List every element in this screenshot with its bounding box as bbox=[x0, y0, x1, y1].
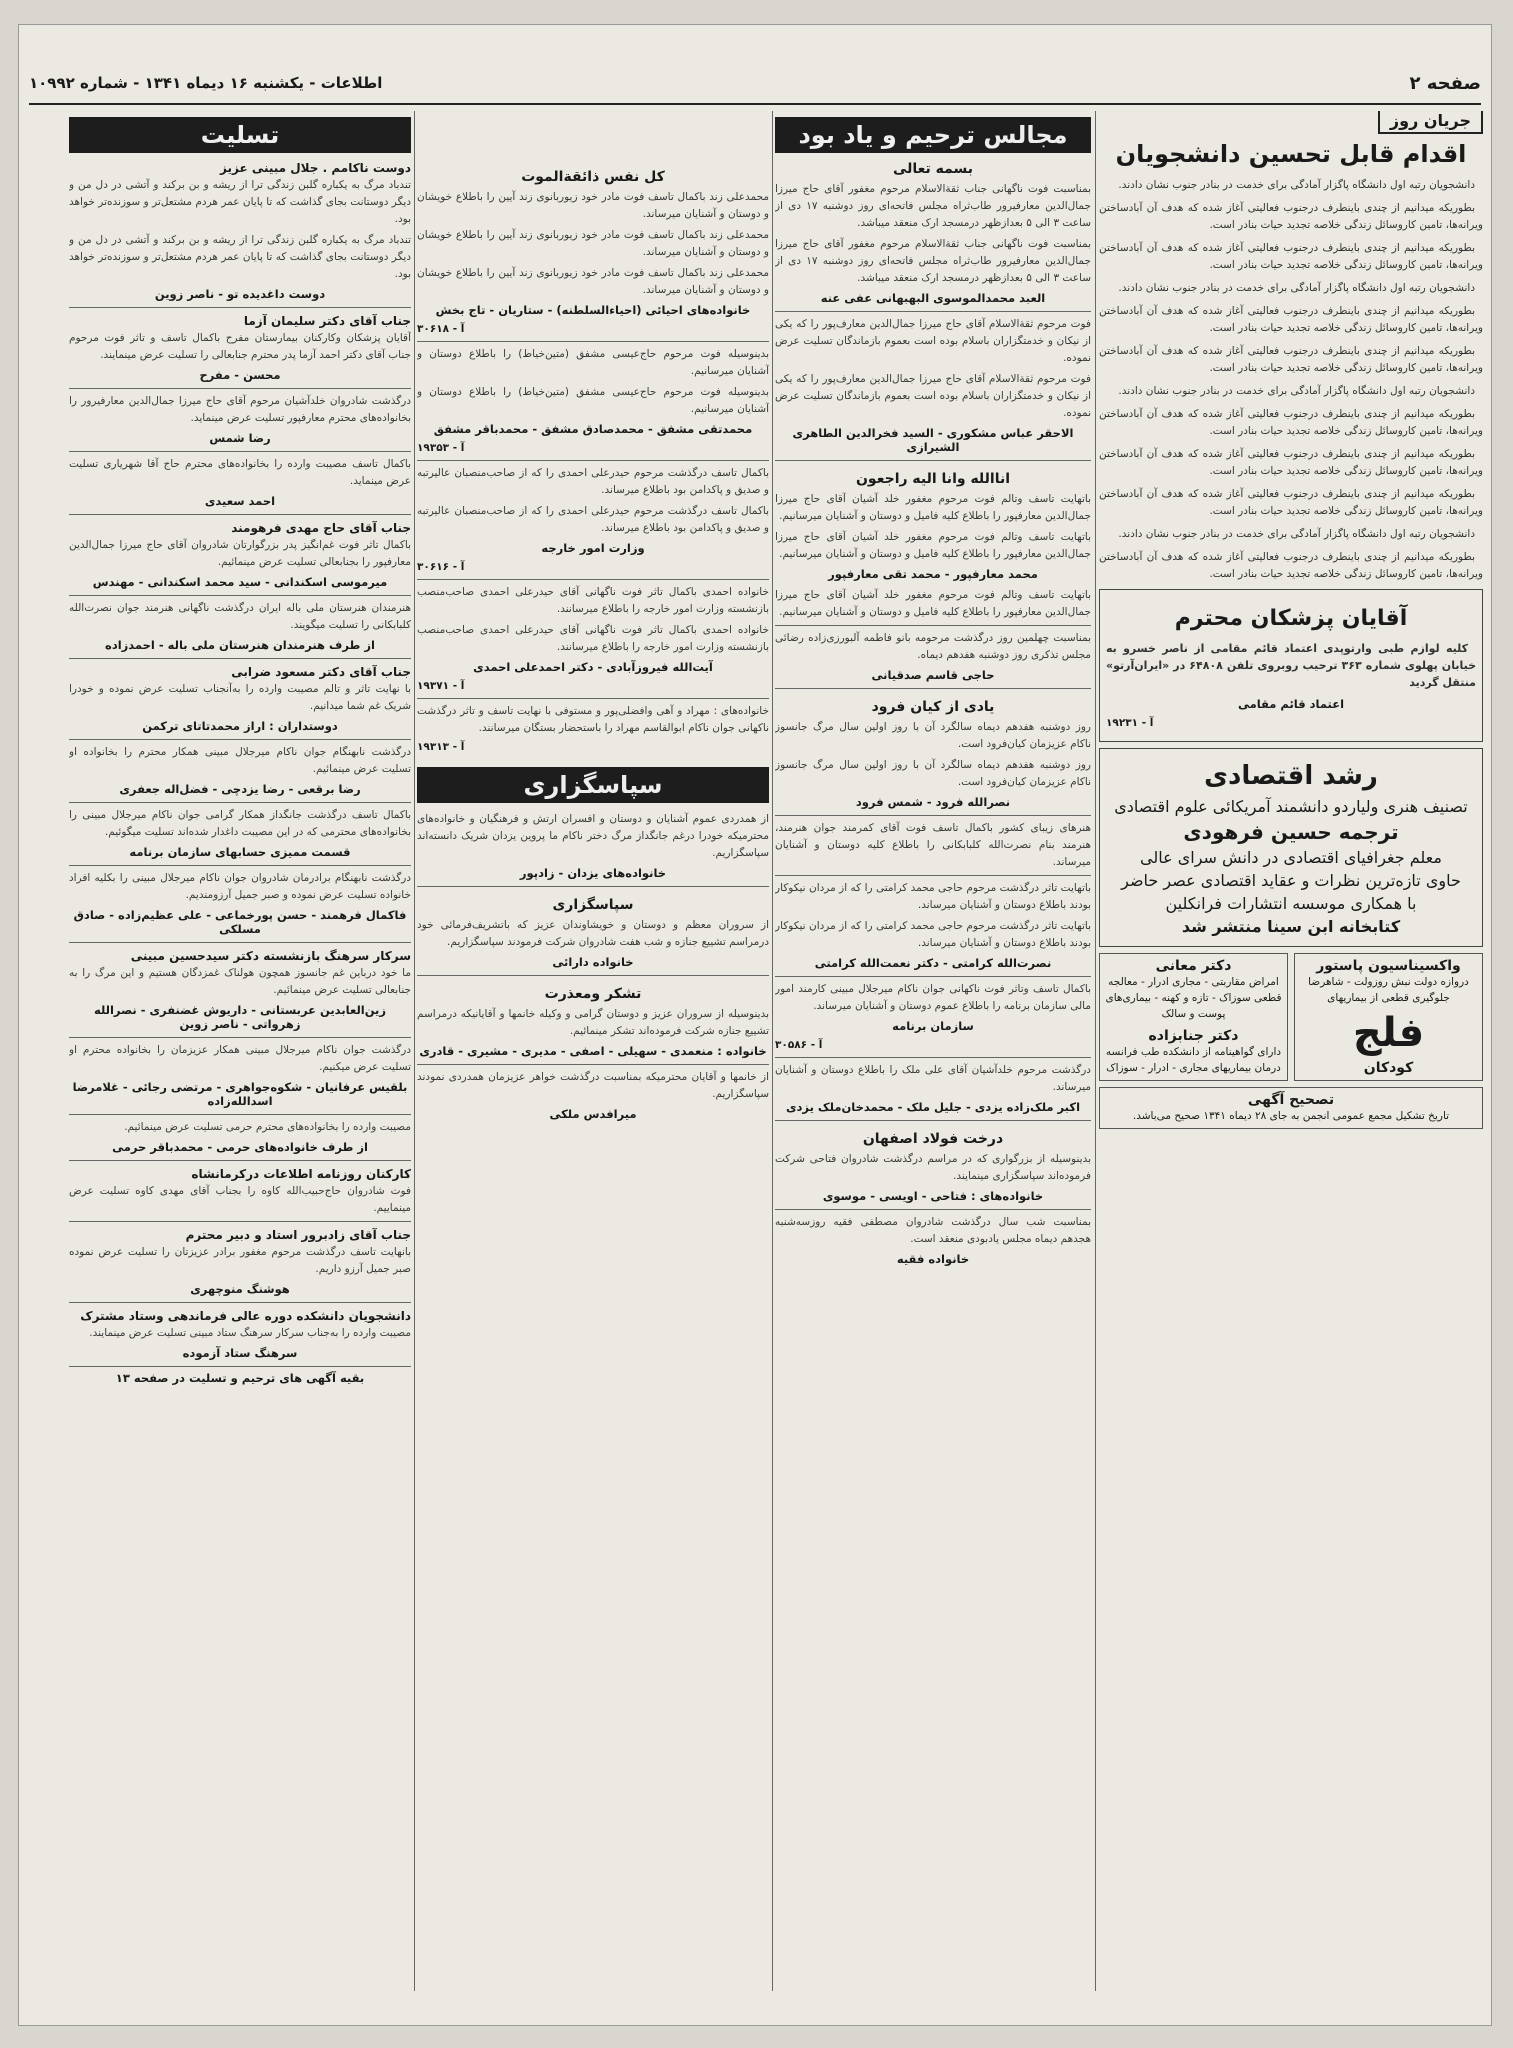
notice-body: خانواده‌های : مهراد و آهی وافضلی‌پور و مستوفی با نهایت تاسف و تاثر درگذشت ناکهانی جوان ناکام ابوالقاسم مهراد را باستحضار بستگان میرسانند. bbox=[417, 705, 769, 734]
ad-body: دروازه دولت نبش روزولت - شاهرضا جلوگیری قطعی از بیماریهای bbox=[1308, 976, 1469, 1005]
ad-title: آقایان پزشکان محترم bbox=[1174, 605, 1408, 631]
notice-body: ما خود درباین غم جانسوز همچون هولناک غمزدگان هستیم و این مرگ را به جنابعالی تسلیت عرض مینمائیم. bbox=[69, 967, 411, 996]
notice-signature: سازمان برنامه bbox=[892, 1019, 974, 1033]
notice bbox=[417, 341, 769, 454]
notice bbox=[69, 514, 411, 589]
notice-title: دوست ناکامم . جلال مبینی عزیز bbox=[220, 161, 411, 175]
notice bbox=[69, 451, 411, 508]
notice bbox=[775, 1120, 1091, 1203]
ad-subtitle: کودکان bbox=[1363, 1060, 1414, 1077]
notice-signature: الاحقر عباس مشکوری - السید فخرالدین الطاهری الشیرازی bbox=[792, 426, 1074, 454]
column-divider bbox=[772, 111, 773, 1991]
notice bbox=[775, 976, 1091, 1051]
notice-title: تشکر ومعذرت bbox=[544, 986, 642, 1002]
notice bbox=[417, 579, 769, 692]
correction-notice bbox=[1099, 1087, 1483, 1129]
notice-body: درگذشت جوان ناکام میرجلال مبینی همکار عزیزمان را بخانواده محترم او تسلیت عرض میکنیم. bbox=[69, 1044, 411, 1073]
notice-signature: محسن - مفرح bbox=[199, 368, 281, 382]
notice-body: مصیبت وارده را به‌جناب سرکار سرهنگ ستاد مبینی تسلیت عرض مینمایند. bbox=[89, 1327, 411, 1339]
notice bbox=[417, 698, 769, 753]
article-paragraph: دانشجویان رتبه اول دانشگاه پاگزار آمادگی برای خدمت در بنادر جنوب نشان دادند. bbox=[1118, 527, 1475, 540]
article-headline: اقدام قابل تحسین دانشجویان bbox=[1115, 140, 1467, 168]
notice-body: مصیبت وارده را بخانواده‌های محترم حرمی تسلیت عرض مینمائیم. bbox=[124, 1121, 411, 1133]
notice bbox=[775, 1209, 1091, 1266]
notice bbox=[69, 802, 411, 859]
article-paragraph: دانشجویان رتبه اول دانشگاه پاگزار آمادگی برای خدمت در بنادر جنوب نشان دادند. bbox=[1118, 281, 1475, 294]
notice-code: آ - ۱۹۳۵۳ bbox=[417, 442, 465, 454]
correction-title: تصحیح آگهی bbox=[1247, 1092, 1335, 1109]
notice-signature: میرموسی اسکندانی - سید محمد اسکندانی - مهندس bbox=[92, 575, 388, 589]
article-paragraph: بطوریکه میدانیم از چندی باینطرف درجنوب فعالیتی آغاز شده که هدف آن آبادساختن ویرانه‌ها، تامین کاروسائل زندگی خلاصه تجدید حیات بنادر است. bbox=[1099, 550, 1483, 580]
banner-spacer bbox=[417, 111, 769, 163]
notice-signature: هوشنگ منوچهری bbox=[190, 1282, 290, 1296]
notice-title: کارکنان روزنامه اطلاعات درکرمانشاه bbox=[191, 1167, 411, 1181]
notice-body: درگذشت نابهنگام جوان ناکام میرجلال مبینی همکار محترم را بخانواده او تسلیت عرض مینمائیم. bbox=[69, 746, 411, 775]
notice-signature: محمد معارفپور - محمد تقی معارفپور bbox=[828, 567, 1038, 581]
notice-signature: نصرالله فرود - شمس فرود bbox=[855, 795, 1011, 809]
notice-code: آ - ۳۰۶۱۸ bbox=[417, 323, 465, 335]
notice-body: خانواده احمدی باکمال تاثر فوت ناگهانی آقای حیدرعلی احمدی صاحب‌منصب بازنشسته وزارت امور خارجه را باطلاع میرسانند. bbox=[417, 624, 769, 653]
notice-signature: خانواده فقیه bbox=[896, 1252, 970, 1266]
ad-clinic bbox=[1099, 953, 1288, 1081]
notice bbox=[775, 460, 1091, 621]
notice bbox=[69, 307, 411, 382]
notice bbox=[775, 625, 1091, 682]
notice-body: بمناسبت چهلمین روز درگذشت مرحومه بانو فاطمه آلبورزی‌زاده رضائی مجلس تذکری روز دوشنبه هفدهم دیماه. bbox=[775, 632, 1091, 661]
article-paragraph: بطوریکه میدانیم از چندی باینطرف درجنوب فعالیتی آغاز شده که هدف آن آبادساختن ویرانه‌ها، تامین کاروسائل زندگی خلاصه تجدید حیات بنادر است. bbox=[1099, 487, 1483, 517]
notice-body: باکمال تاسف مصیبت وارده را بخانواده‌های محترم حاج آقا شهریاری تسلیت عرض مینماید. bbox=[69, 458, 411, 487]
ad-title: دکتر معانی bbox=[1155, 958, 1232, 975]
notice-body: باکمال تاسف درگذشت جانگداز همکار گرامی جوان ناکام میرجلال مبینی را بخانواده‌های محترمی که در این مصیبت داغدار شده‌اند تسلیت میگوئیم. bbox=[69, 809, 411, 838]
page-header bbox=[29, 63, 1481, 105]
notice-signature: زین‌العابدین عربستانی - داریوش غضنفری - نصرالله زهرواتی - ناصر زوین bbox=[94, 1003, 386, 1031]
book-line: معلم جغرافیای اقتصادی در دانش سرای عالی bbox=[1140, 848, 1442, 868]
notice-title: سرکار سرهنگ بازنشسته دکتر سیدحسین مبینی bbox=[130, 949, 411, 963]
notice-body: فوت مرحوم ثقةالاسلام آقای حاج میرزا جمال‌الدین معارف‌پور را که یکی از نیکان و خدمتگزاران باسلام بوده است بعموم بازماندگان تسلیت عرض نموده. bbox=[775, 373, 1091, 419]
notice-title: جناب آقای دکتر مسعود ضرابی bbox=[231, 665, 411, 679]
notice bbox=[417, 886, 769, 969]
notice-body: باتهایت تاسف وتالم فوت مرحوم مغفور خلد آشیان آقای حاج میرزا جمال‌الدین معارفپور را باطلاع کلیه فامیل و دوستان و آشنایان میرسانیم. bbox=[775, 589, 1091, 618]
article-paragraph: بطوریکه میدانیم از چندی باینطرف درجنوب فعالیتی آغاز شده که هدف آن آبادساختن ویرانه‌ها، تامین کاروسائل زندگی خلاصه تجدید حیات بنادر است. bbox=[1099, 241, 1483, 271]
notice-body: باکمال تاسف درگذشت مرحوم حیدرعلی احمدی را که از صاحب‌منصبان عالیرتبه و صدیق و پاکدامن بود باطلاع میرساند. bbox=[417, 505, 769, 534]
notice-code: آ - ۱۹۳۱۳ bbox=[417, 741, 465, 753]
notice-body: بانهایت تاسف درگذشت مرحوم مغفور برادر عزیزتان را تسلیت عرض نموده صبر جمیل آرزو داریم. bbox=[69, 1246, 411, 1275]
notice-body: از خانمها و آقایان محترمیکه بمناسبت درگذشت خواهر عزیزمان همدردی نمودند سپاسگزاریم. bbox=[417, 1071, 769, 1100]
notice-title: بسمه تعالی bbox=[892, 161, 974, 177]
column-memorials-2 bbox=[417, 111, 769, 2011]
notice-signature: دوست داغدیده تو - ناصر زوین bbox=[154, 287, 326, 301]
notice-body: با نهایت تاثر و تالم مصیبت وارده را به‌آنجناب تسلیت عرض نموده و خودرا شریک غم شما میدانیم. bbox=[69, 683, 411, 712]
notice-signature: سرهنگ ستاد آزموده bbox=[182, 1346, 298, 1360]
notice-body: محمدعلی زند باکمال تاسف فوت مادر خود زیوربانوی زند آیین را باطلاع خویشان و دوستان و آشنایان میرساند. bbox=[417, 267, 769, 296]
notice-body: درگذشت شادروان خلدآشیان مرحوم آقای حاج میرزا جمال‌الدین معارفیرور را بخانواده‌های محترم معارفپور تسلیت عرض مینماید. bbox=[69, 395, 411, 424]
book-line: حاوی تازه‌ترین نظرات و عقاید اقتصادی عصر حاضر bbox=[1121, 871, 1461, 891]
notice-body: روز دوشنبه هفدهم دیماه سالگرد آن با روز اولین سال مرگ جانسوز ناکام عزیزمان کیان‌فرود است. bbox=[775, 759, 1091, 788]
notice bbox=[69, 595, 411, 652]
notice-signature: نصرت‌الله کرامتی - دکتر نعمت‌الله کرامتی bbox=[814, 956, 1052, 970]
notice-body: بدینوسیله از بزرگواری که در مراسم درگذشت شادروان فتاحی شرکت فرموده‌اند سپاسگزاری مینمایند. bbox=[775, 1153, 1091, 1182]
notice-signature: فاکمال فرهمند - حسن پورخماعی - علی عظیم‌زاده - صادق مسلکی bbox=[73, 908, 407, 936]
notice-signature: اکبر ملک‌زاده یزدی - جلیل ملک - محمدخان‌ملک یزدی bbox=[785, 1100, 1081, 1114]
notice-body: باتهایت تاثر درگذشت مرحوم حاجی محمد کرامتی را که از مردان نیکوکار بودند باطلاع دوستان و آشنایان میرساند. bbox=[775, 920, 1091, 949]
notice-body: باکمال تاثر فوت غم‌انگیز پدر بزرگوارتان شادروان آقای حاج میرزا جمال‌الدین معارفپور را بجنابعالی تسلیت عرض مینمائیم. bbox=[69, 539, 411, 568]
ad-body: کلیه لوازم طبی وارتوپدی اعتماد قائم مقامی از ناصر خسرو به خیابان پهلوی شماره ۳۶۳ ترحیب روبروی تلفن ۶۴۸۰۸ در «ایران‌آرتو» منتقل گردید bbox=[1106, 642, 1477, 690]
notice bbox=[775, 1057, 1091, 1114]
notice-body: هنرهای زیبای کشور باکمال تاسف فوت آقای کمرمند جوان هنرمند، هنرمند بنام نصرت‌الله کلبابکانی را باطلاع کلیه دوستان و آشنایان میرساند. bbox=[775, 822, 1091, 868]
column-condolences bbox=[69, 111, 411, 2011]
notice-signature: رضا شمس bbox=[209, 431, 271, 445]
notice bbox=[69, 1037, 411, 1108]
notice-code: آ - ۳۰۶۱۶ bbox=[417, 561, 465, 573]
correction-body: تاریخ تشکیل مجمع عمومی انجمن به جای ۲۸ دیماه ۱۳۴۱ صحیح می‌باشد. bbox=[1132, 1110, 1450, 1123]
notice bbox=[69, 865, 411, 936]
ad-body: دارای گواهینامه از دانشکده طب فرانسه درمان بیماریهای مجاری - ادرار - سوزاک bbox=[1105, 1046, 1282, 1075]
section-tag: جریان روز bbox=[1378, 111, 1483, 134]
article-paragraph: دانشجویان رتبه اول دانشگاه پاگزار آمادگی برای خدمت در بنادر جنوب نشان دادند. bbox=[1118, 178, 1475, 191]
book-line: با همکاری موسسه انتشارات فرانکلین bbox=[1165, 894, 1417, 914]
notice bbox=[775, 311, 1091, 454]
notice-body: درگذشت مرحوم خلدآشیان آقای علی ملک را باطلاع دوستان و آشنایان میرساند. bbox=[775, 1064, 1091, 1093]
article-paragraph: دانشجویان رتبه اول دانشگاه پاگزار آمادگی برای خدمت در بنادر جنوب نشان دادند. bbox=[1118, 384, 1475, 397]
book-title: رشد اقتصادی bbox=[1204, 761, 1378, 792]
notice-signature: قسمت ممیزی حسابهای سازمان برنامه bbox=[129, 845, 351, 859]
notice-body: بمناسبت فوت ناگهانی جناب ثقةالاسلام مرحوم مغفور آقای حاج میرزا جمال‌الدین معارفیرور طاب‌ثراه مجلس فاتحه‌ای روز دوشنبه ۱۷ دی از ساعت ۳ الی ۵ بعدازظهر درمسجد ارک منعقد میباشد. bbox=[775, 238, 1091, 284]
ad-body: امراض مقاربتی - مجاری ادرار - معالجه قطعی سوزاک - تازه و کهنه - بیماری‌های پوست و سالک bbox=[1105, 976, 1282, 1021]
notice-title: دانشجویان دانشکده دوره عالی فرماندهی وستاد مشترک bbox=[80, 1309, 411, 1323]
article-paragraph: بطوریکه میدانیم از چندی باینطرف درجنوب فعالیتی آغاز شده که هدف آن آبادساختن ویرانه‌ها، تامین کاروسائل زندگی خلاصه تجدید حیات بنادر است. bbox=[1099, 447, 1483, 477]
notice bbox=[417, 975, 769, 1058]
notice-signature: خانواده‌های : فتاحی - اویسی - موسوی bbox=[822, 1189, 1044, 1203]
notice-body: درگذشت نابهنگام برادرمان شادروان جوان ناکام میرجلال مبینی را بکلیه افراد خانواده تسلیت عرض نموده و صبر جمیل آرزومندیم. bbox=[69, 872, 411, 901]
notice-body: محمدعلی زند باکمال تاسف فوت مادر خود زیوربانوی زند آیین را باطلاع خویشان و دوستان و آشنایان میرساند. bbox=[417, 229, 769, 258]
notice-title: اناالله وانا الیه راجعون bbox=[855, 471, 1011, 487]
notice-signature: وزارت امور خارجه bbox=[541, 541, 645, 555]
notice bbox=[69, 739, 411, 796]
notice-body: خانواده احمدی باکمال تاثر فوت ناگهانی آقای حیدرعلی احمدی صاحب‌منصب بازنشسته وزارت امور خارجه را باطلاع میرسانند. bbox=[417, 586, 769, 615]
ad-vaccine bbox=[1294, 953, 1483, 1081]
notice-body: از سروران معظم و دوستان و خویشاوندان عزیز که باتشریف‌فرمائی خود درمراسم تشییع جنازه و شب هفت شادروان شرکت فرمودند سپاسگزاریم. bbox=[417, 919, 769, 948]
book-line: تصنیف هنری ولیاردو دانشمند آمریکائی علوم اقتصادی bbox=[1114, 797, 1468, 817]
notice bbox=[69, 658, 411, 733]
notice-body: باتهایت تاسف وتالم فوت مرحوم مغفور خلد آشیان آقای حاج میرزا جمال‌الدین معارفپور را باطلاع کلیه فامیل و دوستان و آشنایان میرسانیم. bbox=[775, 531, 1091, 560]
article-paragraph: بطوریکه میدانیم از چندی باینطرف درجنوب فعالیتی آغاز شده که هدف آن آبادساختن ویرانه‌ها، تامین کاروسائل زندگی خلاصه تجدید حیات بنادر است. bbox=[1099, 201, 1483, 231]
notice-signature: محمدتقی مشفق - محمدصادق مشفق - محمدباقر مشفق bbox=[433, 422, 753, 436]
notice-body: از همدردی عموم آشنایان و دوستان و افسران ارتش و فرهنگیان و خانواده‌های محترمیکه خودرا درغم جانگداز مرگ دختر ناکام ما پروین یزدان شریک دانسته‌اند سپاسگزاریم. bbox=[417, 813, 769, 859]
notice bbox=[69, 1221, 411, 1296]
notice-title: درخت فولاد اصفهان bbox=[862, 1131, 1004, 1147]
continued-footer: بقیه آگهی های ترحیم و تسلیت در صفحه ۱۳ bbox=[69, 1366, 411, 1385]
notice-body: محمدعلی زند باکمال تاسف فوت مادر خود زیوربانوی زند آیین را باطلاع خویشان و دوستان و آشنایان میرساند. bbox=[417, 191, 769, 220]
notice-signature: حاجی قاسم صدقیانی bbox=[871, 668, 995, 682]
notice-body: روز دوشنبه هفدهم دیماه سالگرد آن با روز اولین سال مرگ جانسوز ناکام عزیزمان کیان‌فرود است. bbox=[775, 721, 1091, 750]
notice-body: بدینوسیله فوت مرحوم حاج‌عیسی مشفق (متین‌خیاط) را باطلاع دوستان و آشنایان میرسانیم. bbox=[417, 348, 769, 377]
notice bbox=[775, 875, 1091, 970]
book-line: کتابخانه ابن سینا منتشر شد bbox=[1181, 917, 1401, 937]
column-divider bbox=[414, 111, 415, 1991]
notice-title: جناب آقای زادبرور استاد و دبیر محترم bbox=[185, 1228, 411, 1242]
section-banner: مجالس ترحیم و یاد بود bbox=[775, 117, 1091, 153]
ad-code: آ - ۱۹۲۳۱ bbox=[1106, 717, 1154, 730]
notice-signature: خانواده‌های احیائی (احیاءالسلطنه) - ستاریان - تاج بخش bbox=[435, 303, 751, 317]
article-paragraph: بطوریکه میدانیم از چندی باینطرف درجنوب فعالیتی آغاز شده که هدف آن آبادساختن ویرانه‌ها، تامین کاروسائل زندگی خلاصه تجدید حیات بنادر است. bbox=[1099, 344, 1483, 374]
notice-body: باتهایت تاثر درگذشت مرحوم حاجی محمد کرامتی را که از مردان نیکوکار بودند باطلاع دوستان و آشنایان میرساند. bbox=[775, 882, 1091, 911]
page-number: صفحه ۲ bbox=[1409, 72, 1481, 94]
notice bbox=[69, 388, 411, 445]
notice bbox=[69, 942, 411, 1031]
notice-body: باکمال تاسف وتاثر فوت ناکهانی جوان ناکام میرجلال مبینی کارمند امور مالی سازمان برنامه را باطلاع عموم دوستان و آشنایان میرساند. bbox=[775, 983, 1091, 1012]
notice-title: جناب آقای دکتر سلیمان آزما bbox=[243, 314, 411, 328]
notice-signature: خانواده دارائی bbox=[552, 955, 634, 969]
notice-title: کل نفس ذائقة‌الموت bbox=[521, 169, 665, 185]
notice-signature: خانواده‌های یزدان - زادپور bbox=[519, 866, 667, 880]
notice-body: باتهایت تاسف وتالم فوت مرحوم مغفور خلد آشیان آقای حاج میرزا جمال‌الدین معارفپور را باطلاع کلیه فامیل و دوستان و آشنایان میرسانیم. bbox=[775, 493, 1091, 522]
notice-title: جناب آقای حاج مهدی فرهومند bbox=[231, 521, 411, 535]
notice-body: فوت مرحوم ثقةالاسلام آقای حاج میرزا جمال‌الدین معارف‌پور را که یکی از نیکان و خدمتگزاران باسلام بوده است بعموم بازماندگان تسلیت عرض نموده. bbox=[775, 318, 1091, 364]
notice-signature: دوستداران : اراز محمدتاتای ترکمن bbox=[142, 719, 338, 733]
article-paragraph: بطوریکه میدانیم از چندی باینطرف درجنوب فعالیتی آغاز شده که هدف آن آبادساختن ویرانه‌ها، تامین کاروسائل زندگی خلاصه تجدید حیات بنادر است. bbox=[1099, 407, 1483, 437]
ad-book bbox=[1099, 748, 1483, 947]
notice-signature: از طرف خانواده‌های حرمی - محمدباقر حرمی bbox=[112, 1140, 368, 1154]
notice-signature: خانواده : منعمدی - سهیلی - اصفی - مدیری - مشیری - قادری bbox=[419, 1044, 767, 1058]
notice-signature: از طرف هنرمندان هنرستان ملی باله - احمدزاده bbox=[105, 638, 375, 652]
ad-physicians bbox=[1099, 589, 1483, 742]
notice bbox=[69, 1302, 411, 1360]
notice-title: سپاسگزاری bbox=[552, 897, 634, 913]
column-current-events bbox=[1099, 111, 1483, 2011]
notice-body: بمناسبت فوت ناگهانی جناب ثقةالاسلام مرحوم مغفور آقای حاج میرزا جمال‌الدین معارفیرور طاب‌ثراه مجلس فاتحه‌ای روز دوشنبه ۱۷ دی از ساعت ۳ الی ۵ بعدازظهر درمسجد ارک منعقد میباشد. bbox=[775, 183, 1091, 229]
notice-body: تندباد مرگ به یکباره گلبن زندگی ترا از ریشه و بن برکند و آتشی در دل من و دیگر دوستانت بجای گذاشت که تا پایان عمر هردم مشتعل‌تر و سوزنده‌تر خواهد بود. bbox=[69, 179, 411, 225]
notice-signature: احمد سعیدی bbox=[204, 494, 276, 508]
ad-title: دکتر جنابزاده bbox=[1148, 1028, 1239, 1045]
notice-signature: العبد محمدالموسوی البهبهانی عفی عنه bbox=[820, 291, 1046, 305]
article-paragraph: بطوریکه میدانیم از چندی باینطرف درجنوب فعالیتی آغاز شده که هدف آن آبادساختن ویرانه‌ها، تامین کاروسائل زندگی خلاصه تجدید حیات بنادر است. bbox=[1099, 304, 1483, 334]
notice bbox=[775, 688, 1091, 809]
notice-body: بدینوسیله فوت مرحوم حاج‌عیسی مشفق (متین‌خیاط) را باطلاع دوستان و آشنایان میرسانیم. bbox=[417, 386, 769, 415]
notice-body: هنرمندان هنرستان ملی باله ایران درگذشت ناگهانی هنرمند جوان نصرت‌الله کلبابکانی را تسلیت میگویند. bbox=[69, 602, 411, 631]
notice-signature: بلقیس عرفانیان - شکوه‌جواهری - مرتضی رجائی - غلامرضا اسدالله‌زاده bbox=[72, 1080, 408, 1108]
notice-body: باکمال تاسف درگذشت مرحوم حیدرعلی احمدی را که از صاحب‌منصبان عالیرتبه و صدیق و پاکدامن بود باطلاع میرساند. bbox=[417, 467, 769, 496]
notice-signature: میرافدس ملکی bbox=[549, 1107, 637, 1121]
notice bbox=[775, 815, 1091, 871]
ad-title: واکسیناسیون پاستور bbox=[1316, 958, 1461, 975]
notice-body: بدینوسیله از سروران عزیز و دوستان گرامی و وکیله خانمها و آقایانیکه درمراسم تشییع جنازه شرکت فرموده‌اند تشکر مینمائیم. bbox=[417, 1008, 769, 1037]
notice-title: یادی از کیان فرود bbox=[871, 699, 995, 715]
column-memorials bbox=[775, 111, 1091, 2011]
section-banner: سپاسگزاری bbox=[417, 767, 769, 803]
notice-signature: آیت‌الله فیروزآبادی - دکتر احمدعلی احمدی bbox=[473, 660, 713, 674]
notice-code: آ - ۳۰۵۸۶ bbox=[775, 1039, 823, 1051]
notice bbox=[69, 1160, 411, 1217]
ad-row bbox=[1099, 953, 1483, 1081]
column-divider bbox=[1095, 111, 1096, 1991]
notice-body: آقایان پزشکان وکارکنان بیمارستان مفرح باکمال تاسف و تاثر فوت مرحوم جناب آقای دکتر احمد آزما پدر محترم جنابعالی را تسلیت عرض مینمایند. bbox=[69, 332, 411, 361]
ad-signature: اعتماد قائم مقامی bbox=[1237, 697, 1345, 712]
notice-body: تندباد مرگ به یکباره گلبن زندگی ترا از ریشه و بن برکند و آتشی در دل من و دیگر دوستانت بجای گذاشت که تا پایان عمر هردم مشتعل‌تر و سوزنده‌تر خواهد بود. bbox=[69, 234, 411, 280]
notice-body: فوت شادروان حاج‌حبیب‌الله کاوه را بجناب آقای مهدی کاوه تسلیت عرض مینماییم. bbox=[69, 1185, 411, 1214]
notice-signature: رضا برقعی - رضا یزدچی - فضل‌اله جعفری bbox=[119, 782, 361, 796]
notice bbox=[417, 1064, 769, 1121]
issue-date-line: اطلاعات - یکشنبه ۱۶ دیماه ۱۳۴۱ - شماره ۱۰۹۹۲ bbox=[29, 74, 383, 92]
notice-code: آ - ۱۹۳۷۱ bbox=[417, 680, 465, 692]
newspaper-page bbox=[18, 24, 1492, 2026]
notice bbox=[69, 1114, 411, 1154]
book-translator: ترجمه حسین فرهودی bbox=[1183, 820, 1399, 845]
notice bbox=[417, 460, 769, 573]
ad-falaj-word: فلج bbox=[1352, 1010, 1425, 1057]
notice-body: بمناسبت شب سال درگذشت شادروان مصطفی فقیه روزسه‌شنبه هجدهم دیماه مجلس یادبودی منعقد است. bbox=[775, 1216, 1091, 1245]
section-banner: تسلیت bbox=[69, 117, 411, 153]
